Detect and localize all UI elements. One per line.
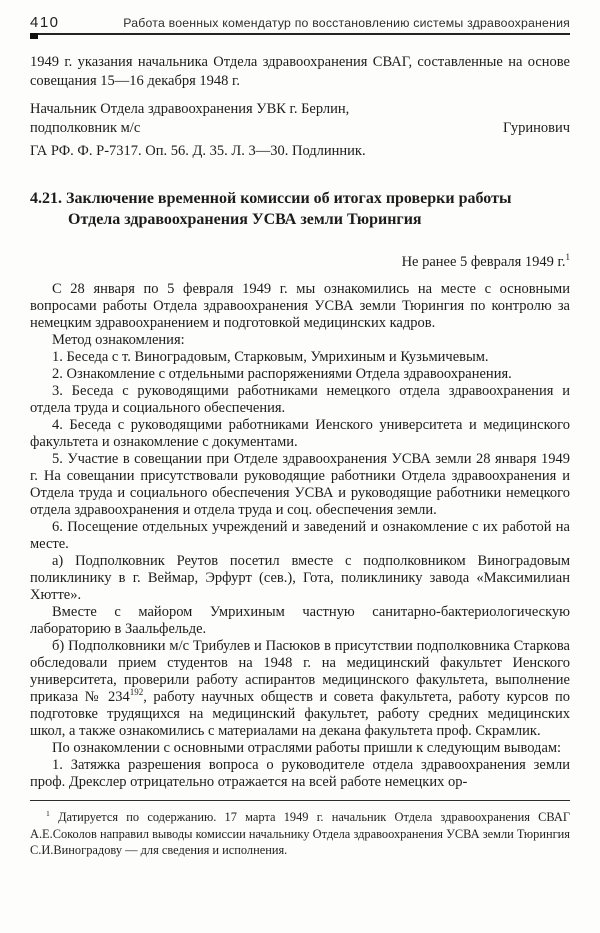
dateline-text: Не ранее 5 февраля 1949 г. [401,254,566,270]
header-rule [30,33,570,41]
signatory-position-line1: Начальник Отдела здравоохранения УВК г. Берлин, [30,101,350,117]
signature-block [30,100,570,138]
running-head: Работа военных комендатур по восстановлению системы здравоохранения [123,16,570,30]
footnote-rule [30,800,570,801]
document-section [30,188,570,791]
body-paragraph: Вместе с майором Умрихиным частную санитарно-бактериологическую лабораторию в Заальфельде. [30,604,570,637]
body-paragraph: 2. Ознакомление с отдельными распоряжениями Отдела здравоохранения. [52,366,512,382]
body-paragraph: 3. Беседа с руководящими работниками немецкого отдела здравоохранения и отдела труда и социального обеспечения. [30,383,570,416]
body-paragraph: 1. Затяжка разрешения вопроса о руководителе отдела здравоохранения земли проф. Дрекслер отрицательно отражается на всей работе немецких ор- [30,757,570,790]
body-paragraph: По ознакомлении с основными отраслями работы пришли к следующим выводам: [52,740,562,756]
previous-document-end [30,53,570,161]
document-body [30,281,570,791]
body-paragraph-text: , работу научных обществ и совета факультета, работу курсов по подготовке трудящихся на медицинский факультет, работу средних медицинских школ, а также ознакомились с материалами на декана факультета проф. Скрамлик. [30,689,571,739]
body-paragraph: 1. Беседа с т. Виноградовым, Старковым, Умрихиным и Кузьмичевым. [52,349,489,365]
signatory-position-line2: подполковник м/с [30,120,141,136]
body-paragraph [30,638,570,740]
body-paragraph-text: б) Подполковники м/с Трибулев и Пасюков в присутствии подполковника Старкова обследовали прием студентов на 1948 г. на медицинский факультет Иенского университета, проверили работу аспирантов медицинского факультета, выполнение приказа № 234 [30,638,570,705]
footnote-area [30,800,570,859]
body-paragraph: 6. Посещение отдельных учреждений и заведений и ознакомление с их работой на месте. [30,519,570,552]
section-heading-line2: Отдела здравоохранения УСВА земли Тюрингия [68,211,422,228]
body-paragraph: 5. Участие в совещании при Отделе здравоохранения УСВА земли 28 января 1949 г. На совещании присутствовали руководящие работники Отдела здравоохранения и Отдела труда и социального обеспечения УСВА и руководящие работники немецкого отдела здравоохранения и отдела труда и соц. обеспечения земли. [30,451,570,518]
endnote-ref: 192 [129,687,144,698]
footnote-text: Датируется по содержанию. 17 марта 1949 г. начальник Отдела здравоохранения СВАГ А.Е.Соколов направил выводы комиссии начальнику Отдела здравоохранения УСВА земли Тюрингия С.И.Виноградову — для сведения и исполнения. [30,810,570,857]
section-heading-line1: 4.21. Заключение временной комиссии об итогах проверки работы [30,190,512,207]
page-header [30,14,570,41]
footnote [30,809,570,859]
body-paragraph: Метод ознакомления: [52,332,185,348]
footnote-ref: 1 [46,808,50,818]
continuation-paragraph: 1949 г. указания начальника Отдела здравоохранения СВАГ, составленные на основе совещания 15—16 декабря 1948 г. [30,54,570,89]
dateline [30,253,570,271]
archive-reference: ГА РФ. Ф. Р-7317. Оп. 56. Д. 35. Л. 3—30. Подлинник. [30,143,366,159]
header-rule-marker [30,33,38,39]
body-paragraph: а) Подполковник Реутов посетил вместе с подполковником Виноградовым поликлинику в г. Веймар, Эрфурт (сев.), Гота, поликлинику завода «Максимилиан Хютте». [30,553,570,603]
section-heading [30,188,570,230]
page-number: 410 [30,14,60,31]
body-paragraph: С 28 января по 5 февраля 1949 г. мы ознакомились на месте с основными вопросами работы Отдела здравоохранения УСВА земли Тюрингия по контролю за немецким здравоохранением и подготовкой медицинских кадров. [30,281,570,331]
body-paragraph: 4. Беседа с руководящими работниками Иенского университета и медицинского факультета и ознакомление с документами. [30,417,570,450]
signatory-name: Гуринович [503,120,570,136]
dateline-footnote-ref: 1 [565,252,570,263]
